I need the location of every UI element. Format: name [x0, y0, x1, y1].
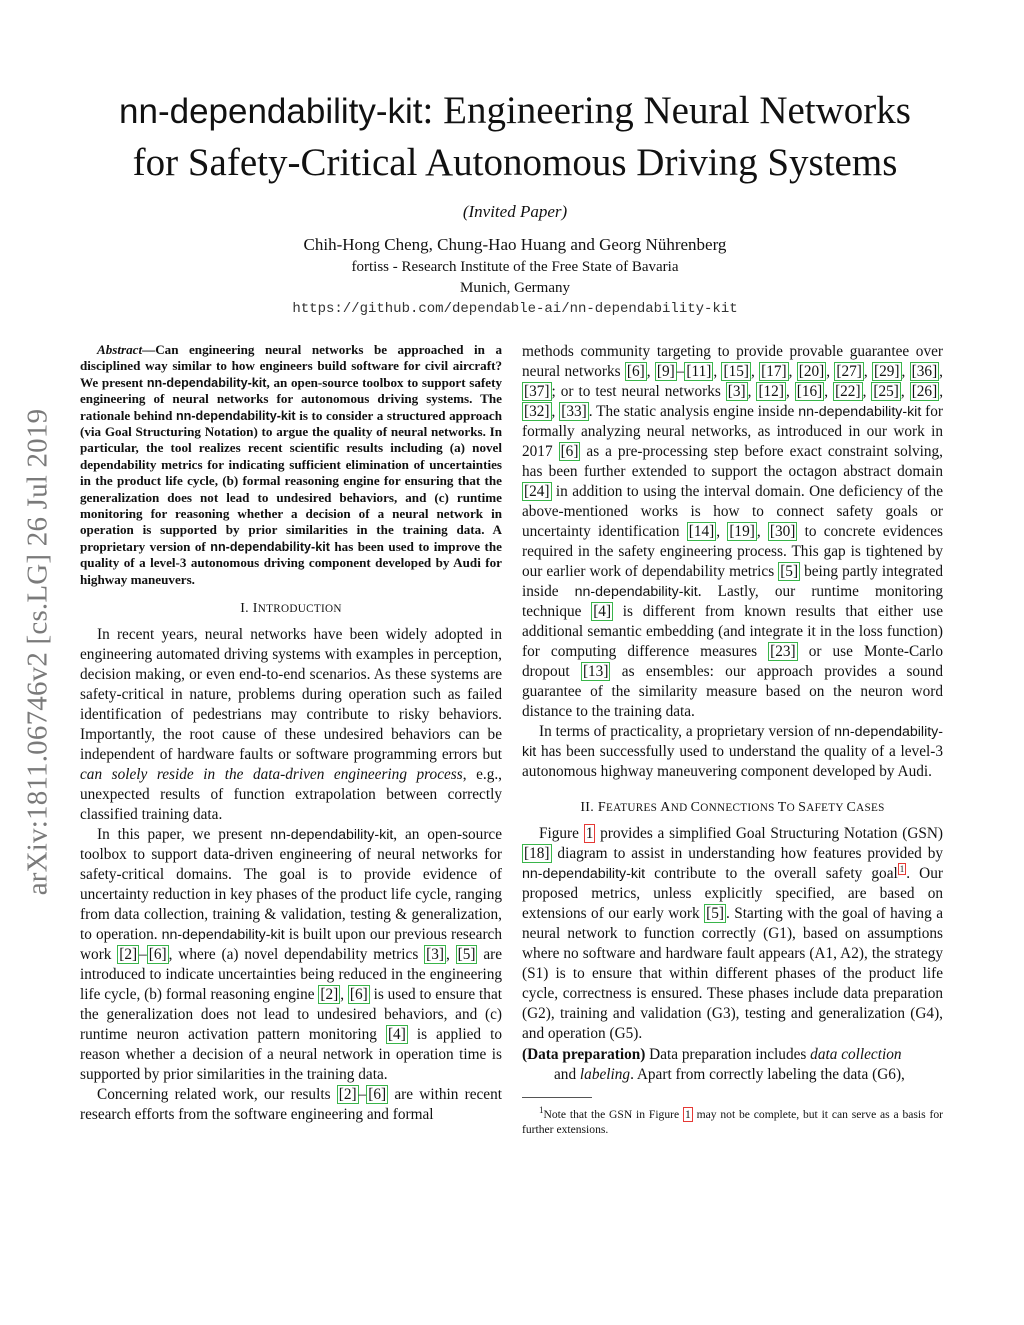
citation-link[interactable]: [32]: [524, 403, 550, 420]
intro-paragraph-3: Concerning related work, our results [2] – [6] are within recent research efforts from the software engineering and formal: [80, 1086, 502, 1124]
tool-name: nn-dependability-kit: [146, 375, 267, 390]
citation-link[interactable]: [9]: [656, 363, 675, 380]
right-column: [522, 342, 943, 1137]
tool-name: nn-dependability-kit: [798, 404, 922, 420]
citation-link[interactable]: [17]: [761, 363, 787, 380]
citation-link[interactable]: [16]: [796, 383, 823, 400]
citation-link[interactable]: [2]: [119, 946, 138, 964]
citation-link[interactable]: [20]: [798, 363, 825, 380]
citation-link[interactable]: [25]: [873, 383, 899, 400]
title-part-2: for Safety-Critical Autonomous Driving Systems: [132, 141, 898, 184]
tool-name: nn-dependability-kit: [574, 584, 698, 600]
citation-link[interactable]: [12]: [758, 383, 784, 400]
citation-link[interactable]: [24]: [524, 483, 550, 500]
citation-link[interactable]: [30]: [769, 523, 796, 540]
data-preparation-paragraph: (Data preparation) Data preparation includes data collection: [522, 1046, 902, 1063]
footnote-link[interactable]: 1: [899, 863, 905, 874]
citation-link[interactable]: [2]: [338, 1086, 357, 1104]
citation-link[interactable]: [5]: [780, 563, 799, 580]
citation-link[interactable]: [22]: [835, 383, 861, 400]
title-tool-name: nn-dependability-kit: [119, 92, 423, 131]
abstract: Abstract—Can engineering neural networks be approached in a disciplined way similar to how engineers build software for civil aircraft? We present nn-dependability-kit, an open-source toolbox to support safety engineering of neural networks for autonomous driving systems. The rationale behind nn-dependability-kit is to consider a structured approach (via Goal Structuring Notation) to argue the quality of neural networks. In particular, the tool realizes recent scientific results including (a) novel dependability metrics for indicating sufficient elimination of uncertainties in the product life cycle, (b) formal reasoning engine for ensuring that the generalization does not lead to undesired behaviors, and (c) runtime monitoring for reasoning whether a decision of a neural network in operation is supported by prior similarities in the training data. A proprietary version of nn-dependability-kit has been used to improve the quality of a level-3 autonomous driving component developed by Audi for highway maneuvers.: [80, 342, 502, 587]
citation-link[interactable]: [6]: [368, 1086, 387, 1104]
authors: Chih-Hong Cheng, Chung-Hao Huang and Georg Nührenberg: [303, 235, 727, 254]
abstract-label: Abstract: [97, 342, 143, 357]
tool-name: nn-dependability-kit: [522, 724, 943, 760]
citation-link[interactable]: [5]: [457, 946, 476, 964]
title-block: [60, 85, 970, 317]
arxiv-id-text: arXiv:1811.06746v2 [cs.LG] 26 Jul 2019: [21, 408, 54, 896]
figure-link[interactable]: 1: [684, 1108, 691, 1121]
arxiv-side-identifier: [8, 362, 68, 942]
citation-link[interactable]: [5]: [706, 905, 724, 922]
tool-name: nn-dependability-kit: [522, 866, 646, 882]
paper-subtitle: (Invited Paper): [462, 202, 568, 221]
citation-link[interactable]: [36]: [911, 363, 938, 380]
intro-paragraph-1: In recent years, neural networks have been widely adopted in engineering automated driving systems with examples in perception, decision making, or even end-to-end scenarios. As these systems are safety-critical in nature, problems during operation such as failed identification of pedestrians may contribute to risky behaviors. Importantly, the root cause of these undesired behaviors can be independent of hardware faults or software programming errors but can solely reside in the data-driven engineering process, e.g., unexpected results of function extrapolation between correctly classified training data.: [80, 626, 502, 824]
citation-link[interactable]: [19]: [729, 523, 755, 540]
citation-link[interactable]: [11]: [686, 363, 712, 380]
citation-link[interactable]: [18]: [524, 845, 550, 862]
footnote: $^1$Note that the GSN in Figure 1 may not be complete, but it can serve as a basis for further extensions.: [522, 1105, 943, 1136]
tool-name: nn-dependability-kit: [210, 539, 330, 554]
footnote-divider: [522, 1097, 592, 1098]
citation-link[interactable]: [14]: [688, 523, 715, 540]
citation-link[interactable]: [2]: [320, 986, 339, 1004]
citation-link[interactable]: [4]: [593, 603, 612, 620]
citation-link[interactable]: [6]: [626, 363, 645, 380]
intro-paragraph-2: In this paper, we present nn-dependability-kit, an open-source toolbox to support data-driven engineering of neural networks for safety-critical domains. The goal is to provide evidence of uncertainty reduction in key phases of the product life cycle, ranging from data collection, training & validation, testing & generalization, to operation. nn-dependability-kit is built upon our previous research work [2] – [6] , where (a) novel dependability metrics [3] , [5] are introduced to indicate uncertainties being reduced in the engineering life cycle, (b) formal reasoning engine [2] , [6] is used to ensure that the generalization does not lead to undesired behaviors, and (c) runtime neuron activation pattern monitoring [4] is applied to reason whether a decision of a neural network in operation time is supported by prior similarities in the training data.: [80, 826, 502, 1084]
tool-name: nn-dependability-kit: [175, 408, 296, 423]
citation-link[interactable]: [3]: [426, 946, 444, 964]
title-part-1: : Engineering Neural Networks: [422, 89, 911, 132]
citation-link[interactable]: [13]: [582, 663, 609, 680]
citation-link[interactable]: [6]: [349, 986, 368, 1004]
citation-link[interactable]: [4]: [387, 1026, 406, 1044]
citation-link[interactable]: [29]: [874, 363, 900, 380]
citation-link[interactable]: [6]: [148, 946, 167, 964]
practicality-paragraph: In terms of practicality, a proprietary version of nn-dependability-kit has been successfully used to understand the quality of a level-3 autonomous highway maneuvering component developed by Audi.: [522, 723, 943, 780]
gsn-paragraph: Figure 1 provides a simplified Goal Structuring Notation (GSN) [18] diagram to assist in understanding how features provided by nn-dependability-kit contribute to the overall safety goal $^1$ . Our proposed metrics, unless explicitly specified, are based on extensions of our early work [5] . Starting with the goal of having a neural network to function correctly (G1), based on assumptions where no software and hardware fault appears (A1, A2), the strategy (S1) is to ensure that within different phases of the product life cycle, correctness is ensured. These phases include data preparation (G2), training and validation (G3), testing and generalization (G4), and operation (G5).: [522, 825, 944, 1042]
paper-title: [60, 85, 970, 188]
tool-name: nn-dependability-kit: [161, 927, 285, 944]
paragraph-heading: (Data preparation): [522, 1046, 646, 1063]
left-column: [80, 342, 502, 1125]
citation-link[interactable]: [3]: [727, 383, 746, 400]
citation-link[interactable]: [26]: [911, 383, 938, 400]
data-preparation-continued: and labeling. Apart from correctly labeling the data (G6),: [554, 1066, 905, 1083]
citation-link[interactable]: [27]: [836, 363, 862, 380]
citation-link[interactable]: [15]: [723, 363, 749, 380]
citation-link[interactable]: [6]: [560, 443, 579, 460]
citation-link[interactable]: [37]: [524, 383, 550, 400]
citation-link[interactable]: [23]: [770, 643, 796, 660]
related-work-paragraph: methods community targeting to provide provable guarantee over neural networks [6] , [9] – [11] , [15] , [17] , [20] , [27] , [29] , [36] , [37] ; or to test neural networks [3] , [12] , [16] , [22] , [25] , [26] , [32] , [33] . The static analysis engine inside nn-dependability-kit for formally analyzing neural networks, as introduced in our work in 2017 [6] as a pre-processing step before exact constraint solving, has been further extended to support the octagon abstract domain [24] in addition to using the interval domain. One deficiency of the above-mentioned works is how to connect safety goals or uncertainty identification [14] , [19] , [30] to concrete evidences required in the safety engineering process. This gap is tightened by our earlier work of dependability metrics [5] being partly integrated inside nn-dependability-kit. Lastly, our runtime monitoring technique [4] is different from known results that either use additional semantic embedding (and integrate it in the loss function) for computing difference measures [23] or use Monte-Carlo dropout [13] as ensembles: our approach provides a sound guarantee of the similarity measure based on the neuron word distance to the training data.: [522, 343, 944, 720]
section-heading-features: II. FEATURES AND CONNECTIONS TO SAFETY CASES: [580, 800, 885, 815]
section-heading-introduction: I. INTRODUCTION: [240, 601, 342, 617]
tool-name: nn-dependability-kit: [270, 827, 394, 844]
affiliation: fortiss - Research Institute of the Free State of Bavaria: [351, 259, 679, 275]
location: Munich, Germany: [460, 280, 570, 296]
footnote-marker: 1: [539, 1105, 544, 1116]
figure-link[interactable]: 1: [585, 825, 594, 842]
repository-url[interactable]: https://github.com/dependable-ai/nn-dependability-kit: [292, 301, 738, 317]
citation-link[interactable]: [33]: [561, 403, 587, 420]
